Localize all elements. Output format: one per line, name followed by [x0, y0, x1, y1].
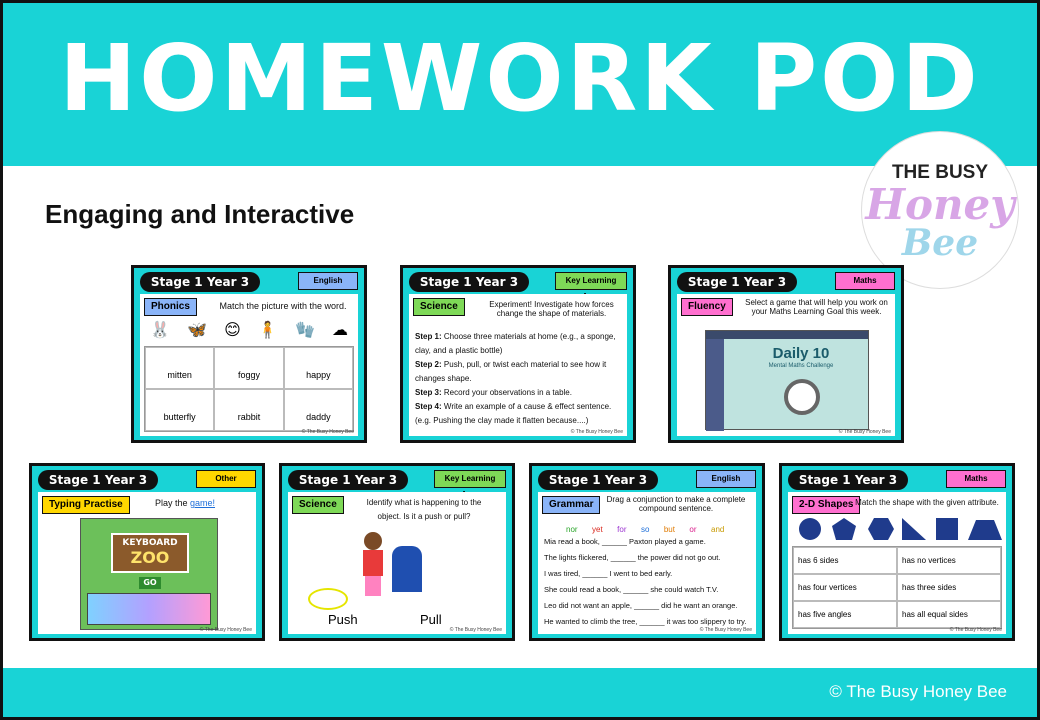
attribute-grid: [792, 546, 1002, 629]
answer-oval[interactable]: [308, 588, 348, 610]
activity-label: Science: [292, 496, 344, 514]
card-footer: © The Busy Honey Bee: [449, 627, 502, 633]
stage-label: Stage 1 Year 3: [677, 272, 797, 292]
main-title: HOMEWORK POD: [59, 25, 981, 132]
subject-tag: Key Learning: [434, 470, 506, 488]
pentagon-shape: [832, 518, 856, 540]
game-name: KEYBOARD ZOO: [111, 533, 189, 573]
sentence-list: [544, 534, 750, 630]
sentence: Mia read a book, ______ Paxton played a game.: [544, 537, 706, 546]
card-typing[interactable]: [29, 463, 265, 641]
card-footer: © The Busy Honey Bee: [949, 627, 1002, 633]
stage-label: Stage 1 Year 3: [788, 470, 908, 490]
conjunction-chip[interactable]: for: [617, 525, 627, 534]
conjunction-chip[interactable]: yet: [592, 525, 603, 534]
activity-label: Typing Practise: [42, 496, 130, 514]
card-2d-shapes[interactable]: [779, 463, 1015, 641]
subject-tag: Key Learning: [555, 272, 627, 290]
instruction: Experiment! Investigate how forces change the shape of materials.: [489, 300, 614, 318]
stage-label: Stage 1 Year 3: [140, 272, 260, 292]
go-button[interactable]: GO: [139, 577, 161, 589]
worksheet: [140, 294, 358, 436]
step-item: Step 4: Write an example of a cause & effect sentence. (e.g. Pushing the clay made it flatten because....): [415, 402, 612, 425]
sentence: He wanted to climb the tree, ______ it was too slippery to try.: [544, 617, 747, 626]
girl-figure: [360, 532, 386, 598]
activity-label: Science: [413, 298, 465, 316]
attribute-cell[interactable]: has three sides: [897, 574, 1001, 601]
worksheet: [38, 492, 256, 634]
title-banner: [3, 3, 1037, 166]
word-cell[interactable]: rabbit: [214, 389, 283, 431]
conjunction-chip[interactable]: so: [640, 525, 650, 534]
subject-tag: Other: [196, 470, 256, 488]
game-screenshot[interactable]: [705, 330, 869, 430]
fog-icon[interactable]: ☁: [332, 320, 348, 339]
push-option[interactable]: Push: [328, 612, 358, 627]
conjunction-chip[interactable]: and: [711, 525, 725, 534]
happy-face-icon[interactable]: 😊: [224, 320, 241, 339]
conjunction-chip[interactable]: or: [689, 525, 697, 534]
stage-label: Stage 1 Year 3: [538, 470, 658, 490]
daddy-icon[interactable]: 🧍: [257, 320, 278, 339]
step-item: Step 1: Choose three materials at home (e.g., a sponge, clay, and a plastic bottle): [415, 332, 616, 355]
butterfly-icon[interactable]: 🦋: [187, 320, 207, 339]
word-cell[interactable]: foggy: [214, 347, 283, 389]
card-fluency[interactable]: [668, 265, 904, 443]
instruction: Play the game!: [154, 498, 216, 508]
game-subtitle: Mental Maths Challenge: [768, 363, 834, 369]
instruction: Drag a conjunction to make a complete compound sentence.: [606, 495, 746, 513]
shape-row: [796, 516, 1006, 542]
trapezoid-shape: [968, 520, 1002, 540]
attribute-cell[interactable]: has no vertices: [897, 547, 1001, 574]
logo-line-2: Honey: [865, 180, 1015, 229]
worksheet: [288, 492, 506, 634]
worksheet: [409, 294, 627, 436]
sentence: The lights flickered, ______ the power did not go out.: [544, 553, 721, 562]
subject-tag: English: [298, 272, 358, 290]
instruction: Identify what is happening to the object. Is it a push or pull?: [366, 498, 482, 521]
word-cell[interactable]: happy: [284, 347, 353, 389]
card-push-pull[interactable]: [279, 463, 515, 641]
conjunction-chip[interactable]: nor: [566, 525, 578, 534]
worksheet: [677, 294, 895, 436]
card-footer: © The Busy Honey Bee: [838, 429, 891, 435]
card-footer: © The Busy Honey Bee: [301, 429, 354, 435]
square-shape: [936, 518, 958, 540]
activity-label: Fluency: [681, 298, 733, 316]
subject-tag: Maths: [946, 470, 1006, 488]
keyboard-graphic: [87, 593, 211, 625]
subtitle: Engaging and Interactive: [45, 199, 355, 229]
mitten-icon[interactable]: 🧤: [294, 320, 315, 339]
step-list: [415, 330, 621, 428]
stage-label: Stage 1 Year 3: [38, 470, 158, 490]
triangle-shape: [902, 518, 926, 540]
stopwatch-icon: [784, 379, 820, 415]
instruction: Match the picture with the word.: [219, 301, 347, 311]
game-screenshot[interactable]: [80, 518, 218, 630]
word-cell[interactable]: mitten: [145, 347, 214, 389]
card-grammar[interactable]: [529, 463, 765, 641]
card-science-experiment[interactable]: [400, 265, 636, 443]
picture-row: [150, 320, 348, 342]
stage-label: Stage 1 Year 3: [288, 470, 408, 490]
card-footer: © The Busy Honey Bee: [699, 627, 752, 633]
pull-option[interactable]: Pull: [420, 612, 442, 627]
game-link[interactable]: game!: [190, 498, 216, 508]
word-grid: [144, 346, 354, 432]
subject-tag: Maths: [835, 272, 895, 290]
footer-banner: [3, 668, 1037, 717]
sentence: Leo did not want an apple, ______ did he want an orange.: [544, 601, 738, 610]
logo-line-1: THE BUSY: [891, 162, 989, 183]
attribute-cell[interactable]: has five angles: [793, 601, 897, 628]
card-footer: © The Busy Honey Bee: [199, 627, 252, 633]
copyright-text: © The Busy Honey Bee: [829, 682, 1007, 701]
attribute-cell[interactable]: has four vertices: [793, 574, 897, 601]
sentence: She could read a book, ______ she could watch T.V.: [544, 585, 719, 594]
sentence: I was tired, ______ I went to bed early.: [544, 569, 673, 578]
card-phonics[interactable]: [131, 265, 367, 443]
activity-label: 2-D Shapes: [792, 496, 860, 514]
circle-shape: [799, 518, 821, 540]
instruction: Select a game that will help you work on your Maths Learning Goal this week.: [745, 298, 888, 316]
worksheet: [538, 492, 756, 634]
word-cell[interactable]: daddy: [284, 389, 353, 431]
rabbit-icon[interactable]: 🐰: [150, 320, 170, 339]
activity-label: Phonics: [144, 298, 197, 316]
card-footer: © The Busy Honey Bee: [570, 429, 623, 435]
logo-line-3: Bee: [901, 222, 979, 264]
word-cell[interactable]: butterfly: [145, 389, 214, 431]
mailbox-icon: [392, 546, 422, 592]
step-item: Step 3: Record your observations in a table.: [415, 388, 572, 397]
worksheet: [788, 492, 1006, 634]
attribute-cell[interactable]: has all equal sides: [897, 601, 1001, 628]
stage-label: Stage 1 Year 3: [409, 272, 529, 292]
step-item: Step 2: Push, pull, or twist each material to see how it changes shape.: [415, 360, 607, 383]
page-canvas: [3, 3, 1037, 717]
game-title: Daily 10: [772, 345, 830, 362]
attribute-cell[interactable]: has 6 sides: [793, 547, 897, 574]
conjunction-chip[interactable]: but: [663, 525, 675, 534]
subject-tag: English: [696, 470, 756, 488]
instruction: Match the shape with the given attribute.: [855, 498, 999, 507]
activity-label: Grammar: [542, 496, 600, 514]
hexagon-shape: [868, 518, 894, 540]
